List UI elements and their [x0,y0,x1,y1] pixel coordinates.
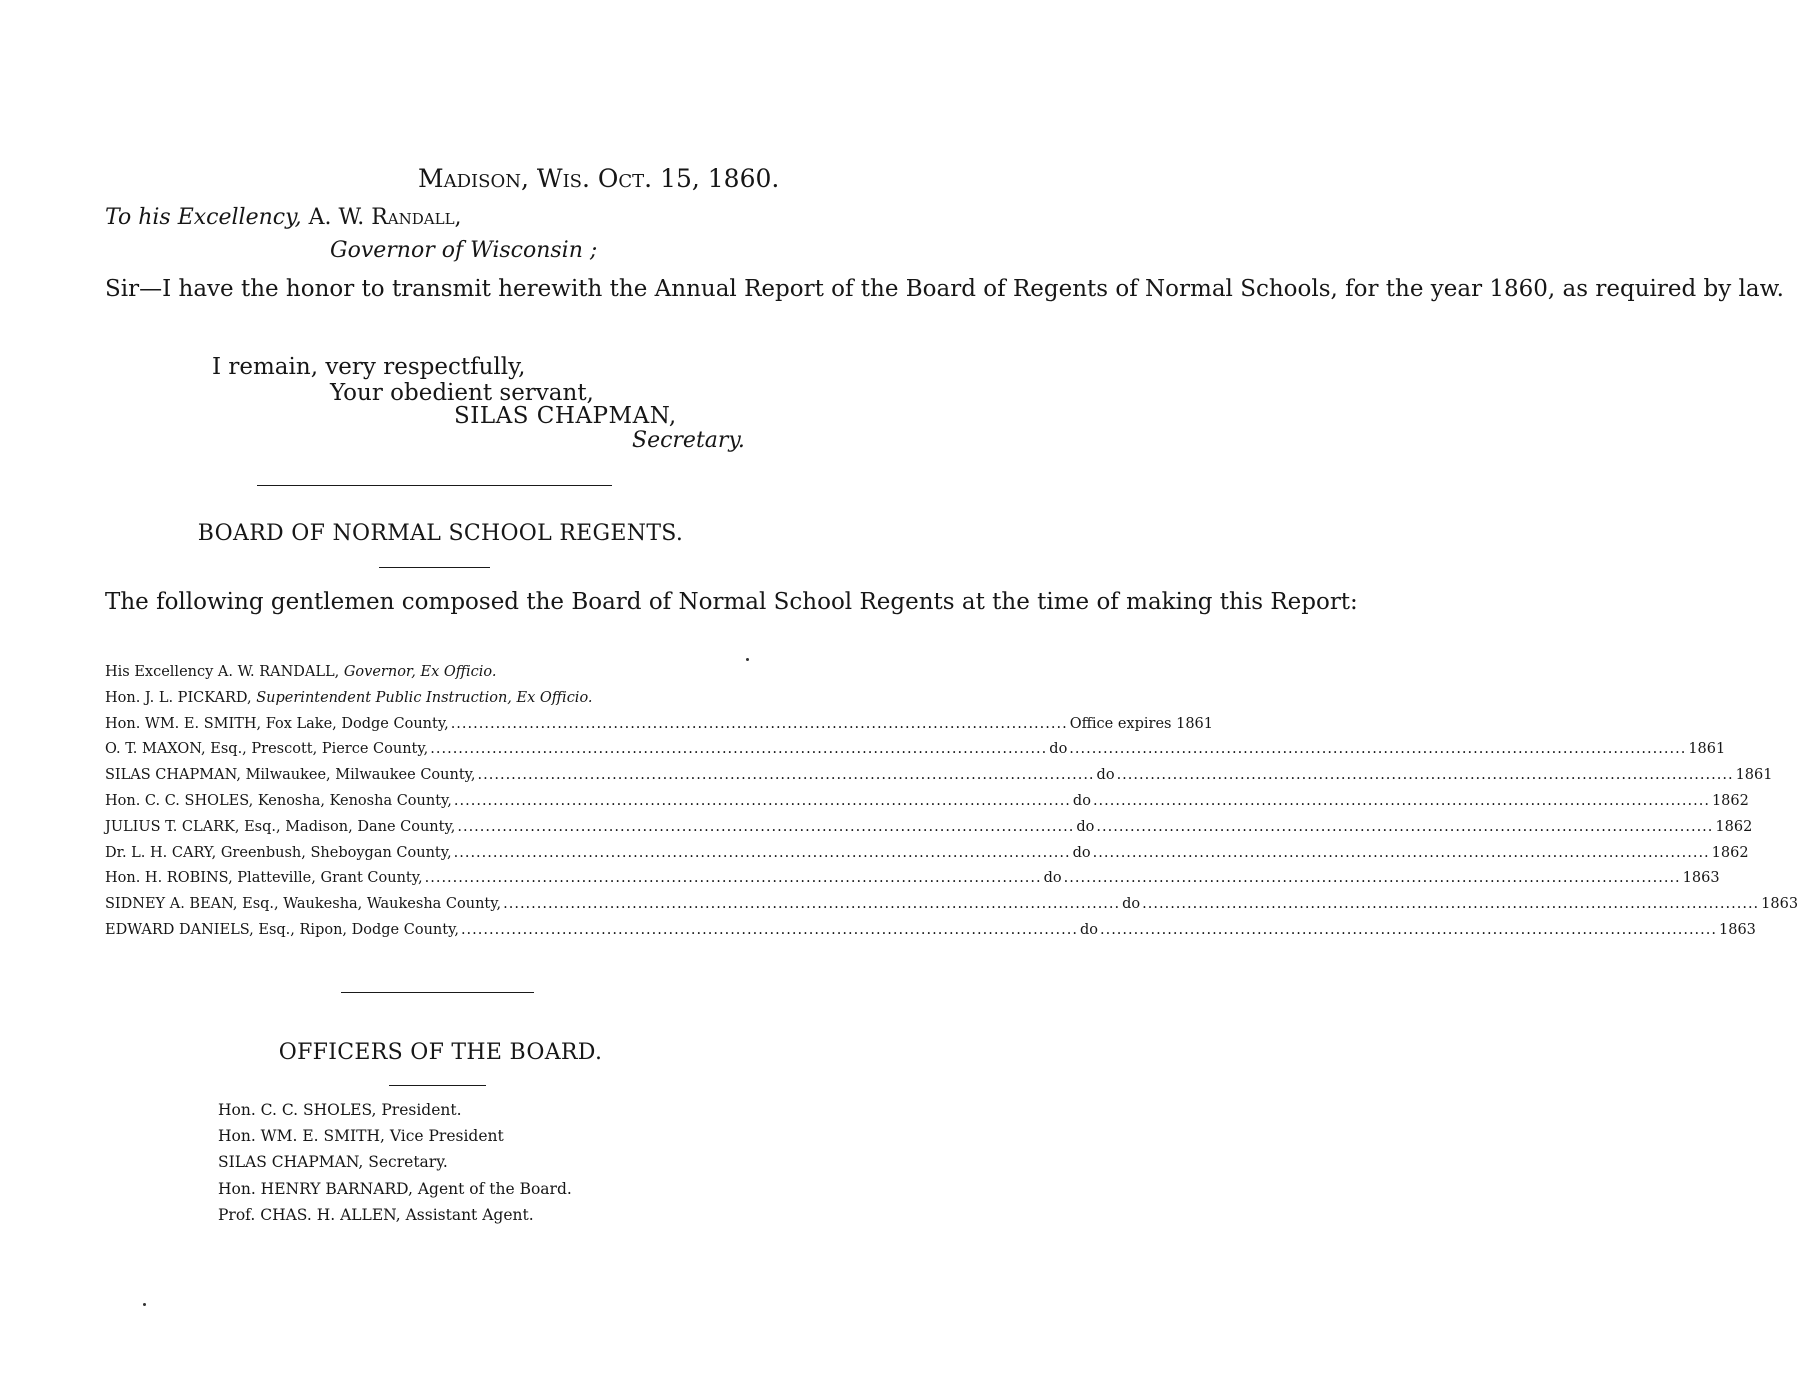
regent-row [105,844,1749,871]
regent-name: Hon. H. ROBINS, Platteville, Grant County, [105,870,423,887]
dot-leader [1117,767,1734,783]
salutation-prefix: To his Excellency, [105,205,302,230]
regent-row [105,767,1773,793]
dot-leader [1064,870,1681,886]
regent-row [105,741,1726,767]
officer-entry: Hon. HENRY BARNARD, Agent of the Board. [218,1179,572,1198]
section-divider [257,485,612,486]
heading-underline [389,1085,486,1086]
regent-term-status: do [1049,741,1068,758]
regent-row [105,792,1749,819]
dot-leader [451,716,1068,732]
regent-term-year: 1862 [1715,818,1753,835]
regent-row [105,715,1214,742]
officer-entry: Hon. WM. E. SMITH, Vice President [218,1127,504,1146]
regents-heading: BOARD OF NORMAL SCHOOL REGENTS. [197,521,684,546]
regent-name: O. T. MAXON, Esq., Prescott, Pierce County, [105,741,429,758]
regent-row [105,690,773,716]
officer-entry: SILAS CHAPMAN, Secretary. [218,1153,448,1172]
regent-term-year: 1863 [1761,896,1798,913]
dot-leader [454,845,1071,861]
regent-name: Hon. C. C. SHOLES, Kenosha, Kenosha County, [105,792,452,809]
regent-row [105,921,1756,948]
regent-term-status: do [1043,870,1062,887]
regent-role: Governor, Ex Officio. [343,664,497,680]
print-speck [746,658,749,661]
regent-term-year: 1862 [1711,844,1749,861]
regents-intro: The following gentlemen composed the Board of Normal School Regents at the time of making this Report: [105,589,1358,615]
dot-leader [1096,819,1713,835]
officer-entry: Hon. C. C. SHOLES, President. [218,1101,462,1119]
letter-salutation [105,205,462,230]
regent-term-status: do [1076,818,1095,835]
officers-heading: OFFICERS OF THE BOARD. [278,1040,603,1065]
regent-name-line [105,664,773,680]
regent-name-line [105,690,773,706]
regent-row [105,818,1753,845]
dot-leader [1093,845,1710,861]
letter-body: Sir—I have the honor to transmit herewith the Annual Report of the Board of Regents of Normal Schools, for the year 1860, as required by law. [105,276,1784,302]
regent-row [105,664,773,690]
officer-entry: Prof. CHAS. H. ALLEN, Assistant Agent. [218,1205,534,1224]
regent-name: SIDNEY A. BEAN, Esq., Waukesha, Waukesha County, [105,896,502,913]
signer-title: Secretary. [632,428,745,453]
regent-row [105,870,1720,896]
dot-leader [454,793,1071,809]
regent-term-status: do [1072,844,1091,861]
regent-role: Superintendent Public Instruction, Ex Officio. [256,689,593,706]
regent-term-status: do [1072,792,1091,809]
regent-term-year: 1863 [1719,921,1756,938]
dot-leader [478,767,1095,783]
regent-term-year: 1861 [1176,715,1214,732]
salutation-name: A. W. Randall, [308,205,462,230]
dot-leader [461,922,1078,938]
dot-leader [503,896,1120,912]
regent-name: Dr. L. H. CARY, Greenbush, Sheboygan County, [105,844,452,861]
print-speck [143,1303,146,1306]
closing-line-1: I remain, very respectfully, [212,354,526,380]
regent-name: Hon. J. L. PICKARD, [105,689,252,706]
dot-leader [1142,896,1759,912]
regent-name: His Excellency A. W. RANDALL, [105,664,340,680]
dot-leader [1100,922,1717,938]
letter-dateline: Madison, Wis. Oct. 15, 1860. [418,164,780,193]
dot-leader [1093,793,1710,809]
regent-term-status: do [1122,896,1141,913]
regent-name: JULIUS T. CLARK, Esq., Madison, Dane County, [105,818,456,835]
regent-name: EDWARD DANIELS, Esq., Ripon, Dodge County, [105,921,459,938]
regent-term-year: 1862 [1711,792,1749,809]
regent-term-status: do [1096,767,1115,784]
dot-leader [457,819,1074,835]
heading-underline [379,567,490,568]
regent-row [105,896,1798,922]
regent-term-status: do [1079,921,1098,938]
signer-name: SILAS CHAPMAN, [454,403,677,429]
section-divider [341,992,534,993]
closing-line-2: Your obedient servant, [330,380,594,406]
dot-leader [430,741,1047,757]
officers-list [218,1101,572,1232]
salutation-title: Governor of Wisconsin ; [330,238,598,263]
dot-leader [425,870,1042,886]
regent-term-status: Office expires [1069,715,1172,732]
regent-name: SILAS CHAPMAN, Milwaukee, Milwaukee County, [105,767,476,784]
regent-term-year: 1863 [1682,870,1720,887]
regent-name: Hon. WM. E. SMITH, Fox Lake, Dodge County, [105,715,449,732]
regents-list [105,664,1798,948]
dot-leader [1069,741,1686,757]
regent-term-year: 1861 [1688,741,1726,758]
regent-term-year: 1861 [1735,767,1773,784]
